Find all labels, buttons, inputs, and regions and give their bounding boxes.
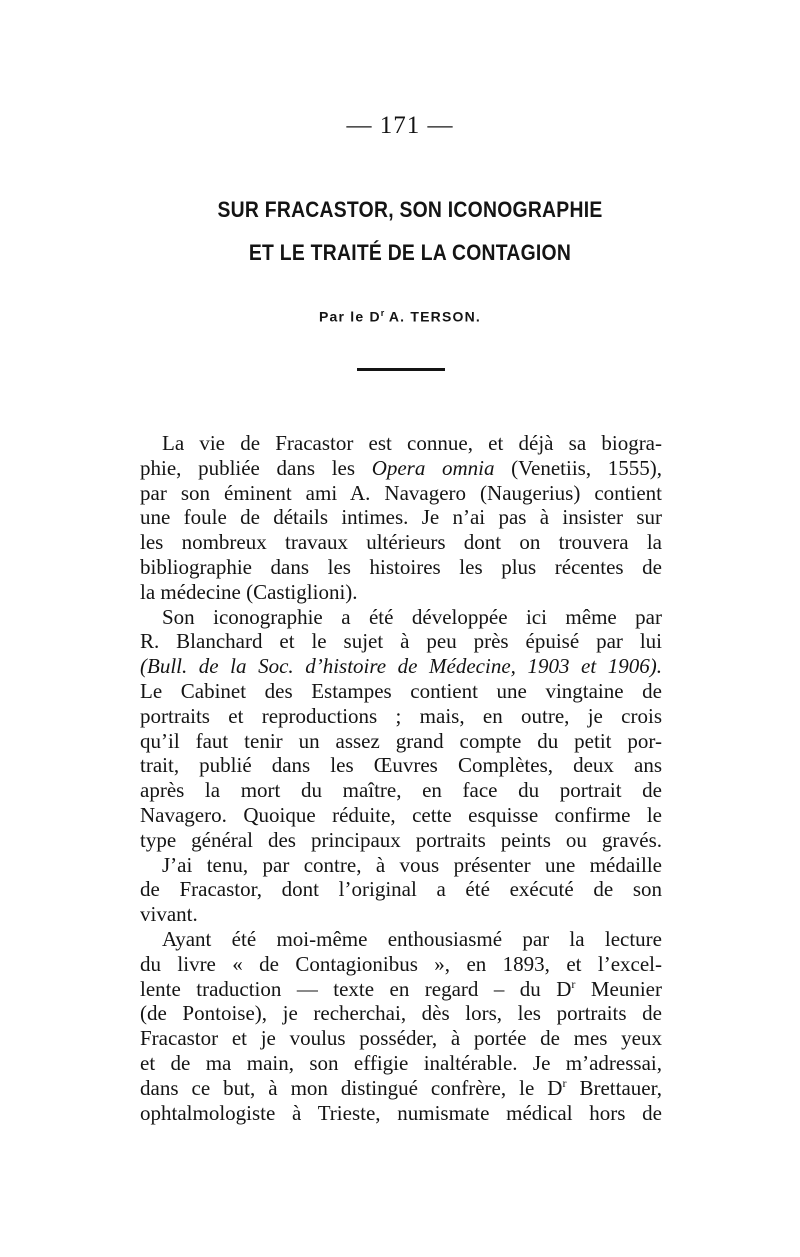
text-line-start: dans ce but, à mon distingué confrère, le D bbox=[140, 1075, 563, 1100]
text-line: Le Cabinet des Estampes contient une vingtaine de bbox=[140, 678, 662, 703]
text-line bbox=[140, 1076, 662, 1101]
text-line: une foule de détails intimes. Je n’ai pas à insister sur bbox=[140, 505, 662, 530]
text-line bbox=[140, 654, 662, 679]
text-line: R. Blanchard et le sujet à peu près épuisé par lui bbox=[140, 629, 662, 654]
text-line-end: Meunier bbox=[575, 976, 662, 1001]
text-line: trait, publié dans les Œuvres Complètes, deux ans bbox=[140, 753, 662, 778]
text-line: qu’il faut tenir un assez grand compte du petit por- bbox=[140, 728, 662, 753]
title-superscript: r bbox=[571, 976, 576, 991]
text-line-end: Brettauer, bbox=[566, 1075, 662, 1100]
text-line: vivant. bbox=[140, 902, 198, 927]
text-line: Ayant été moi-même enthousiasmé par la lecture bbox=[162, 926, 662, 951]
text-line: La vie de Fracastor est connue, et déjà sa biogra- bbox=[162, 431, 662, 455]
text-line: après la mort du maître, en face du portrait de bbox=[140, 778, 662, 803]
text-line: et de ma main, son effigie inaltérable. Je m’adressai, bbox=[140, 1050, 662, 1075]
author-byline bbox=[0, 308, 800, 325]
author-title-superscript: r bbox=[380, 308, 385, 318]
text-line: (de Pontoise), je recherchai, dès lors, les portraits de bbox=[140, 1001, 662, 1026]
text-line: J’ai tenu, par contre, à vous présenter une médaille bbox=[162, 852, 662, 877]
text-line: Fracastor et je voulus posséder, à portée de mes yeux bbox=[140, 1026, 662, 1051]
text-line bbox=[140, 977, 662, 1002]
author-name: A. TERSON. bbox=[384, 308, 481, 325]
text-line-start: phie, publiée dans les bbox=[140, 455, 372, 480]
text-line: les nombreux travaux ultérieurs dont on trouvera la bbox=[140, 530, 662, 555]
text-line: bibliographie dans les histoires les plus récentes de bbox=[140, 554, 662, 579]
text-line: type général des principaux portraits peints ou gravés. bbox=[140, 827, 662, 852]
section-divider bbox=[357, 368, 445, 371]
text-line: Son iconographie a été développée ici même par bbox=[162, 604, 662, 629]
italic-title: Opera omnia bbox=[371, 455, 495, 480]
text-line-start: lente traduction — texte en regard – du D bbox=[140, 976, 572, 1001]
title-superscript: r bbox=[562, 1075, 567, 1090]
page-number: — 171 — bbox=[346, 112, 454, 139]
text-line: ophtalmologiste à Trieste, numismate médical hors de bbox=[140, 1100, 662, 1125]
article-title-line-2: ET LE TRAITÉ DE LA CONTAGION bbox=[248, 240, 572, 265]
text-line bbox=[140, 456, 662, 481]
text-line: portraits et reproductions ; mais, en outre, je crois bbox=[140, 703, 662, 728]
body-text bbox=[140, 431, 662, 1125]
text-line-end: (Venetiis, 1555), bbox=[494, 455, 662, 480]
author-prefix: Par le D bbox=[319, 308, 381, 325]
text-line: par son éminent ami A. Navagero (Naugerius) contient bbox=[140, 480, 662, 505]
text-line: de Fracastor, dont l’original a été exécuté de son bbox=[140, 877, 662, 902]
text-line: du livre « de Contagionibus », en 1893, et l’excel- bbox=[140, 951, 662, 976]
italic-citation: (Bull. de la Soc. d’histoire de Médecine, 1903 et 1906). bbox=[140, 654, 662, 679]
text-line: Navagero. Quoique réduite, cette esquisse confirme le bbox=[140, 802, 662, 827]
article-title-line-1: SUR FRACASTOR, SON ICONOGRAPHIE bbox=[217, 197, 603, 222]
text-line: la médecine (Castiglioni). bbox=[140, 579, 358, 604]
